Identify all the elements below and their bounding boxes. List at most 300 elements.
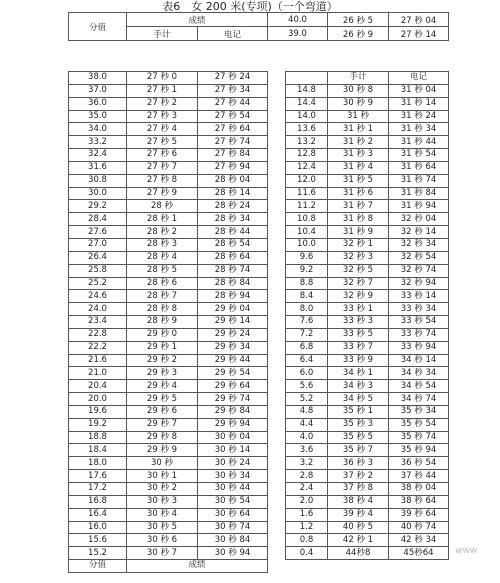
table-row xyxy=(69,238,449,251)
hand-time-cell: 30 秒 3 xyxy=(127,495,198,508)
electric-time-cell: 28 秒 24 xyxy=(198,200,268,213)
score-cell: 33.2 xyxy=(69,136,127,149)
gap-cell xyxy=(268,110,286,123)
table-row xyxy=(69,483,449,496)
electric-time-cell: 33 秒 14 xyxy=(389,290,449,303)
hand-time-cell: 27 秒 0 xyxy=(127,72,198,85)
electric-time-cell: 27 秒 14 xyxy=(389,27,449,41)
hand-time-cell: 35 秒 1 xyxy=(328,405,389,418)
score-cell: 2.0 xyxy=(286,495,328,508)
score-cell: 23.4 xyxy=(69,316,127,329)
table-row xyxy=(69,354,449,367)
gap-cell xyxy=(268,341,286,354)
gap-cell xyxy=(268,303,286,316)
score-cell: 26.4 xyxy=(69,251,127,264)
electric-time-cell: 31 秒 94 xyxy=(389,200,449,213)
hand-time-cell: 31 秒 1 xyxy=(328,123,389,136)
table-row xyxy=(69,405,449,418)
hand-time-cell: 32 秒 3 xyxy=(328,251,389,264)
result-footer: 成绩 xyxy=(127,560,268,573)
hand-time-cell: 33 秒 7 xyxy=(328,341,389,354)
hand-time-cell: 33 秒 9 xyxy=(328,354,389,367)
score-cell: 22.8 xyxy=(69,328,127,341)
hand-time-cell: 28 秒 4 xyxy=(127,251,198,264)
table-row xyxy=(69,495,449,508)
score-cell: 8.8 xyxy=(286,277,328,290)
hand-time-cell: 29 秒 3 xyxy=(127,367,198,380)
gap-cell xyxy=(268,238,286,251)
score-cell: 17.2 xyxy=(69,483,127,496)
electric-time-cell: 34 秒 34 xyxy=(389,367,449,380)
hand-time-cell: 39 秒 4 xyxy=(328,508,389,521)
score-cell: 6.4 xyxy=(286,354,328,367)
electric-time-cell: 29 秒 24 xyxy=(198,328,268,341)
score-cell: 19.6 xyxy=(69,405,127,418)
electric-time-cell: 31 秒 74 xyxy=(389,174,449,187)
gap-cell xyxy=(268,418,286,431)
hand-time-cell: 28 秒 2 xyxy=(127,226,198,239)
score-footer: 分值 xyxy=(69,560,127,573)
hand-time-cell: 27 秒 4 xyxy=(127,123,198,136)
score-cell: 35.0 xyxy=(69,110,127,123)
gap-cell xyxy=(268,547,286,560)
electric-time-cell: 30 秒 44 xyxy=(198,483,268,496)
electric-time-cell: 33 秒 94 xyxy=(389,341,449,354)
electric-time-cell: 30 秒 54 xyxy=(198,495,268,508)
electric-time-cell: 31 秒 44 xyxy=(389,136,449,149)
electric-time-cell: 28 秒 54 xyxy=(198,238,268,251)
score-cell: 25.8 xyxy=(69,264,127,277)
table-row xyxy=(69,393,449,406)
gap-cell xyxy=(268,187,286,200)
score-cell: 20.0 xyxy=(69,393,127,406)
electric-time-cell: 31 秒 64 xyxy=(389,161,449,174)
hand-time-cell: 33 秒 1 xyxy=(328,303,389,316)
hand-time-cell: 29 秒 9 xyxy=(127,444,198,457)
electric-time-cell: 31 秒 04 xyxy=(389,84,449,97)
gap-cell xyxy=(268,84,286,97)
hand-time-cell: 27 秒 9 xyxy=(127,187,198,200)
electric-time-cell: 29 秒 04 xyxy=(198,303,268,316)
table-row xyxy=(69,341,449,354)
hand-time-cell: 36 秒 3 xyxy=(328,457,389,470)
hand-time-cell: 44秒8 xyxy=(328,547,389,560)
electric-time-cell: 34 秒 74 xyxy=(389,393,449,406)
electric-time-cell: 32 秒 34 xyxy=(389,238,449,251)
hand-time-cell: 28 秒 1 xyxy=(127,213,198,226)
score-cell: 34.0 xyxy=(69,123,127,136)
electric-time-cell: 28 秒 84 xyxy=(198,277,268,290)
score-cell: 14.4 xyxy=(286,97,328,110)
electric-time-cell: 32 秒 94 xyxy=(389,277,449,290)
electric-time-cell: 29 秒 74 xyxy=(198,393,268,406)
electric-time-cell: 29 秒 44 xyxy=(198,354,268,367)
electric-time-cell: 34 秒 54 xyxy=(389,380,449,393)
score-cell: 1.6 xyxy=(286,508,328,521)
hand-time-cell: 31 秒 9 xyxy=(328,226,389,239)
table-row xyxy=(69,226,449,239)
electric-time-cell: 32 秒 54 xyxy=(389,251,449,264)
gap-cell xyxy=(268,97,286,110)
watermark: www xyxy=(455,546,478,556)
hand-time-cell: 29 秒 1 xyxy=(127,341,198,354)
hand-time-cell: 27 秒 6 xyxy=(127,149,198,162)
electric-time-cell: 38 秒 04 xyxy=(389,483,449,496)
hand-time-cell: 31 秒 6 xyxy=(328,187,389,200)
electric-time-cell: 35 秒 94 xyxy=(389,444,449,457)
electric-time-cell: 38 秒 64 xyxy=(389,495,449,508)
hand-time-cell: 31 秒 4 xyxy=(328,161,389,174)
score-cell: 30.0 xyxy=(69,187,127,200)
gap-cell xyxy=(268,251,286,264)
table-row xyxy=(268,13,449,27)
electric-timing-header: 电记 xyxy=(198,27,268,41)
electric-time-cell: 34 秒 14 xyxy=(389,354,449,367)
electric-time-cell: 36 秒 54 xyxy=(389,457,449,470)
hand-time-cell: 27 秒 3 xyxy=(127,110,198,123)
score-cell: 15.2 xyxy=(69,547,127,560)
table-row xyxy=(69,213,449,226)
table-row xyxy=(69,290,449,303)
hand-time-cell: 31 秒 3 xyxy=(328,149,389,162)
gap-cell xyxy=(268,457,286,470)
score-cell: 13.6 xyxy=(286,123,328,136)
score-cell: 16.8 xyxy=(69,495,127,508)
hand-time-cell: 30 秒 7 xyxy=(127,547,198,560)
score-cell: 13.2 xyxy=(286,136,328,149)
electric-time-cell: 31 秒 24 xyxy=(389,110,449,123)
electric-time-cell: 29 秒 34 xyxy=(198,341,268,354)
electric-time-cell: 28 秒 34 xyxy=(198,213,268,226)
hand-time-cell: 34 秒 5 xyxy=(328,393,389,406)
table-row xyxy=(69,277,449,290)
electric-time-cell: 40 秒 74 xyxy=(389,521,449,534)
gap-cell xyxy=(268,444,286,457)
electric-time-cell: 33 秒 74 xyxy=(389,328,449,341)
electric-time-cell: 27 秒 84 xyxy=(198,149,268,162)
hand-time-cell: 29 秒 7 xyxy=(127,418,198,431)
table-row xyxy=(69,200,449,213)
score-header: 分值 xyxy=(69,13,127,41)
gap-cell xyxy=(268,290,286,303)
electric-time-cell: 31 秒 84 xyxy=(389,187,449,200)
hand-time-cell: 29 秒 5 xyxy=(127,393,198,406)
score-cell: 11.6 xyxy=(286,187,328,200)
score-cell: 1.2 xyxy=(286,521,328,534)
score-cell: 5.6 xyxy=(286,380,328,393)
electric-time-cell: 28 秒 14 xyxy=(198,187,268,200)
score-cell: 3.2 xyxy=(286,457,328,470)
gap-cell xyxy=(268,200,286,213)
electric-time-cell: 42 秒 34 xyxy=(389,534,449,547)
hand-time-cell: 26 秒 5 xyxy=(328,13,389,27)
hand-time-cell: 37 秒 8 xyxy=(328,483,389,496)
electric-time-cell: 27 秒 94 xyxy=(198,161,268,174)
hand-time-cell: 30 秒 1 xyxy=(127,470,198,483)
hand-time-cell: 32 秒 9 xyxy=(328,290,389,303)
score-cell: 19.2 xyxy=(69,418,127,431)
score-cell: 7.2 xyxy=(286,328,328,341)
electric-time-cell: 35 秒 34 xyxy=(389,405,449,418)
gap-cell xyxy=(268,495,286,508)
score-table xyxy=(68,71,449,573)
score-cell: 8.4 xyxy=(286,290,328,303)
hand-time-cell: 31 秒 8 xyxy=(328,213,389,226)
score-cell: 10.8 xyxy=(286,213,328,226)
electric-time-cell: 30 秒 14 xyxy=(198,444,268,457)
hand-time-cell: 29 秒 6 xyxy=(127,405,198,418)
table-row xyxy=(69,418,449,431)
score-cell: 14.0 xyxy=(286,110,328,123)
table-row xyxy=(69,534,449,547)
electric-time-cell: 29 秒 84 xyxy=(198,405,268,418)
hand-timing-header: 手计 xyxy=(127,27,198,41)
electric-time-cell: 39 秒 64 xyxy=(389,508,449,521)
electric-time-cell: 27 秒 44 xyxy=(198,97,268,110)
hand-time-cell: 30 秒 2 xyxy=(127,483,198,496)
electric-time-cell: 27 秒 64 xyxy=(198,123,268,136)
gap-cell xyxy=(268,508,286,521)
hand-time-cell: 35 秒 7 xyxy=(328,444,389,457)
score-header xyxy=(286,72,328,85)
gap-cell xyxy=(268,470,286,483)
gap-cell xyxy=(268,380,286,393)
score-cell: 14.8 xyxy=(286,84,328,97)
table-row xyxy=(69,264,449,277)
hand-time-cell: 33 秒 5 xyxy=(328,328,389,341)
result-header: 成绩 xyxy=(127,13,268,27)
electric-time-cell: 30 秒 84 xyxy=(198,534,268,547)
electric-time-cell: 33 秒 54 xyxy=(389,316,449,329)
hand-time-cell: 28 秒 8 xyxy=(127,303,198,316)
hand-time-cell: 32 秒 1 xyxy=(328,238,389,251)
score-cell: 3.6 xyxy=(286,444,328,457)
score-cell: 20.4 xyxy=(69,380,127,393)
score-cell: 21.0 xyxy=(69,367,127,380)
table-row xyxy=(69,316,449,329)
electric-time-cell: 35 秒 74 xyxy=(389,431,449,444)
gap-cell xyxy=(268,136,286,149)
score-cell: 16.0 xyxy=(69,521,127,534)
electric-time-cell: 32 秒 14 xyxy=(389,226,449,239)
hand-time-cell: 28 秒 9 xyxy=(127,316,198,329)
electric-time-cell: 28 秒 44 xyxy=(198,226,268,239)
table-row xyxy=(69,508,449,521)
table-row xyxy=(69,174,449,187)
hand-time-cell: 34 秒 3 xyxy=(328,380,389,393)
hand-time-cell: 32 秒 5 xyxy=(328,264,389,277)
score-cell: 28.4 xyxy=(69,213,127,226)
table-row xyxy=(69,84,449,97)
electric-time-cell: 27 秒 04 xyxy=(389,13,449,27)
table-row xyxy=(69,380,449,393)
hand-time-cell: 27 秒 2 xyxy=(127,97,198,110)
electric-time-cell: 32 秒 04 xyxy=(389,213,449,226)
electric-time-cell: 29 秒 14 xyxy=(198,316,268,329)
gap-cell xyxy=(268,328,286,341)
score-cell: 4.0 xyxy=(286,431,328,444)
score-cell: 2.4 xyxy=(286,483,328,496)
table-row xyxy=(69,521,449,534)
electric-time-cell: 28 秒 74 xyxy=(198,264,268,277)
score-cell: 21.6 xyxy=(69,354,127,367)
hand-time-cell: 28 秒 xyxy=(127,200,198,213)
score-cell: 24.0 xyxy=(69,303,127,316)
table-row xyxy=(69,457,449,470)
electric-time-cell: 31 秒 54 xyxy=(389,149,449,162)
gap-cell xyxy=(268,277,286,290)
electric-time-cell: 31 秒 34 xyxy=(389,123,449,136)
electric-time-cell: 37 秒 44 xyxy=(389,470,449,483)
gap-cell xyxy=(268,405,286,418)
gap-cell xyxy=(268,367,286,380)
score-cell: 4.8 xyxy=(286,405,328,418)
score-cell: 29.2 xyxy=(69,200,127,213)
hand-time-cell: 28 秒 3 xyxy=(127,238,198,251)
score-cell: 8.0 xyxy=(286,303,328,316)
table-row xyxy=(69,444,449,457)
score-cell: 18.8 xyxy=(69,431,127,444)
hand-time-cell: 31 秒 5 xyxy=(328,174,389,187)
table-row xyxy=(69,367,449,380)
gap-cell xyxy=(268,174,286,187)
electric-time-cell: 27 秒 74 xyxy=(198,136,268,149)
score-cell: 24.6 xyxy=(69,290,127,303)
hand-time-cell: 30 秒 6 xyxy=(127,534,198,547)
hand-time-cell: 42 秒 1 xyxy=(328,534,389,547)
hand-time-cell: 29 秒 2 xyxy=(127,354,198,367)
score-cell: 38.0 xyxy=(69,72,127,85)
score-cell: 7.6 xyxy=(286,316,328,329)
table-row xyxy=(268,27,449,41)
electric-time-cell: 30 秒 04 xyxy=(198,431,268,444)
hand-time-cell: 38 秒 4 xyxy=(328,495,389,508)
table-row xyxy=(69,136,449,149)
gap-cell xyxy=(268,72,286,85)
hand-time-cell: 30 秒 4 xyxy=(127,508,198,521)
table-row xyxy=(69,161,449,174)
hand-time-cell: 30 秒 xyxy=(127,457,198,470)
score-cell: 30.8 xyxy=(69,174,127,187)
gap-cell xyxy=(268,213,286,226)
hand-time-cell: 27 秒 1 xyxy=(127,84,198,97)
score-cell: 0.8 xyxy=(286,534,328,547)
electric-time-cell: 29 秒 54 xyxy=(198,367,268,380)
gap-cell xyxy=(268,123,286,136)
hand-time-cell: 31 秒 2 xyxy=(328,136,389,149)
gap-cell xyxy=(268,316,286,329)
electric-time-cell: 33 秒 34 xyxy=(389,303,449,316)
hand-time-cell: 35 秒 5 xyxy=(328,431,389,444)
table-row xyxy=(69,72,449,85)
table-row xyxy=(69,187,449,200)
score-cell: 31.6 xyxy=(69,161,127,174)
score-cell: 12.8 xyxy=(286,149,328,162)
score-cell: 0.4 xyxy=(286,547,328,560)
gap-cell xyxy=(268,161,286,174)
gap-cell xyxy=(268,264,286,277)
table-row xyxy=(69,431,449,444)
table-row xyxy=(69,149,449,162)
score-cell: 39.0 xyxy=(268,27,328,41)
hand-time-cell: 26 秒 9 xyxy=(328,27,389,41)
score-cell: 12.0 xyxy=(286,174,328,187)
hand-time-cell: 37 秒 2 xyxy=(328,470,389,483)
hand-timing-header: 手计 xyxy=(328,72,389,85)
score-cell: 10.4 xyxy=(286,226,328,239)
electric-time-cell: 27 秒 34 xyxy=(198,84,268,97)
header-table-left xyxy=(68,12,268,41)
electric-time-cell: 35 秒 54 xyxy=(389,418,449,431)
electric-time-cell: 31 秒 14 xyxy=(389,97,449,110)
hand-time-cell: 30 秒 5 xyxy=(127,521,198,534)
score-cell: 25.2 xyxy=(69,277,127,290)
gap-cell xyxy=(268,534,286,547)
hand-time-cell: 27 秒 5 xyxy=(127,136,198,149)
hand-time-cell: 34 秒 1 xyxy=(328,367,389,380)
hand-time-cell: 27 秒 7 xyxy=(127,161,198,174)
table-row xyxy=(69,470,449,483)
header-table-right xyxy=(267,12,449,41)
gap-cell xyxy=(268,226,286,239)
hand-time-cell: 31 秒 7 xyxy=(328,200,389,213)
hand-time-cell: 31 秒 xyxy=(328,110,389,123)
score-cell: 32.4 xyxy=(69,149,127,162)
score-cell: 37.0 xyxy=(69,84,127,97)
score-cell: 5.2 xyxy=(286,393,328,406)
table-row xyxy=(69,123,449,136)
hand-time-cell: 29 秒 4 xyxy=(127,380,198,393)
electric-time-cell: 32 秒 74 xyxy=(389,264,449,277)
electric-time-cell: 30 秒 64 xyxy=(198,508,268,521)
score-cell: 27.0 xyxy=(69,238,127,251)
table-footer-row xyxy=(69,560,449,573)
score-cell: 22.2 xyxy=(69,341,127,354)
table-row xyxy=(69,251,449,264)
gap-cell xyxy=(268,521,286,534)
hand-time-cell: 28 秒 5 xyxy=(127,264,198,277)
table-row xyxy=(69,97,449,110)
electric-time-cell: 29 秒 94 xyxy=(198,418,268,431)
electric-time-cell: 28 秒 64 xyxy=(198,251,268,264)
gap-cell xyxy=(268,431,286,444)
score-cell: 6.8 xyxy=(286,341,328,354)
electric-time-cell: 28 秒 04 xyxy=(198,174,268,187)
score-cell: 9.2 xyxy=(286,264,328,277)
score-cell: 9.6 xyxy=(286,251,328,264)
electric-time-cell: 28 秒 94 xyxy=(198,290,268,303)
score-cell: 4.4 xyxy=(286,418,328,431)
hand-time-cell: 29 秒 0 xyxy=(127,328,198,341)
hand-time-cell: 32 秒 7 xyxy=(328,277,389,290)
gap-cell xyxy=(268,149,286,162)
hand-time-cell: 29 秒 8 xyxy=(127,431,198,444)
score-cell: 18.0 xyxy=(69,457,127,470)
electric-time-cell: 45秒64 xyxy=(389,547,449,560)
score-cell: 10.0 xyxy=(286,238,328,251)
score-cell: 6.0 xyxy=(286,367,328,380)
table-row xyxy=(69,328,449,341)
score-cell: 15.6 xyxy=(69,534,127,547)
score-cell: 27.6 xyxy=(69,226,127,239)
gap-cell xyxy=(268,393,286,406)
electric-time-cell: 30 秒 24 xyxy=(198,457,268,470)
hand-time-cell: 30 秒 8 xyxy=(328,84,389,97)
hand-time-cell: 35 秒 3 xyxy=(328,418,389,431)
electric-time-cell: 27 秒 24 xyxy=(198,72,268,85)
electric-time-cell: 30 秒 34 xyxy=(198,470,268,483)
hand-time-cell: 28 秒 7 xyxy=(127,290,198,303)
